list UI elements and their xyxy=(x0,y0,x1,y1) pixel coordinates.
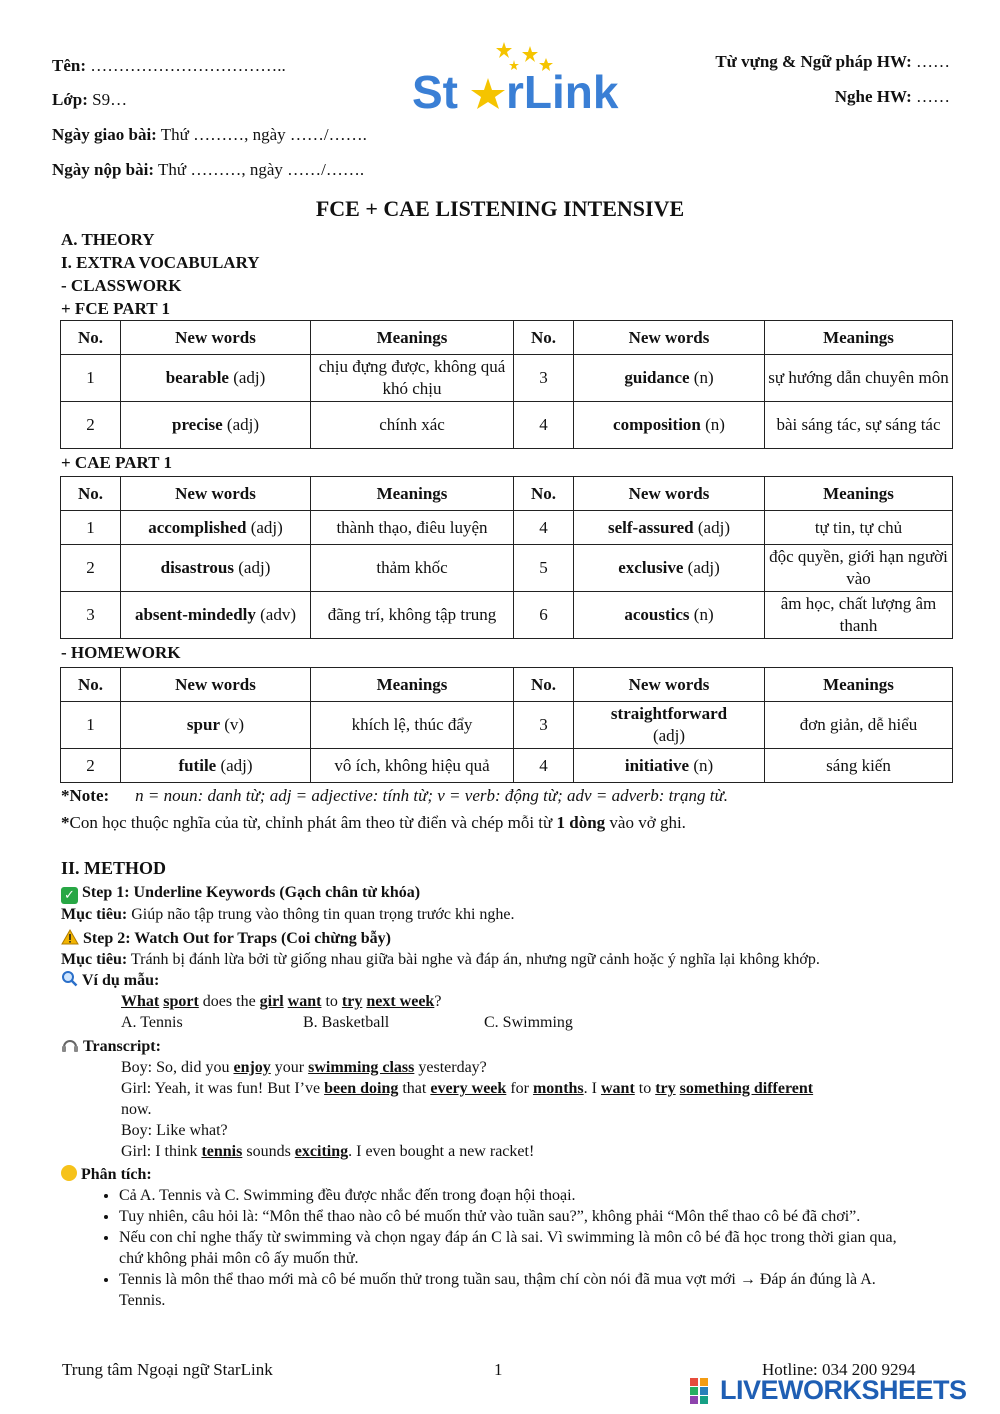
table-header-row: No. New words Meanings No. New words Meanings xyxy=(61,477,953,511)
section-method: II. METHOD xyxy=(61,858,167,878)
list-item: • Tuy nhiên, câu hỏi là: “Môn thể thao nào cô bé muốn thử vào tuần sau?”, không phải “Môn thể thao cô bé đã chơi”. xyxy=(119,1206,919,1227)
homework-vocab-table xyxy=(60,667,953,783)
method-block xyxy=(61,882,961,1311)
fce-vocab-table xyxy=(60,320,953,449)
cae-vocab-table xyxy=(60,476,953,639)
table-row: 3 absent-mindedly (adv) đãng trí, không tập trung 6 acoustics (n) âm học, chất lượng âm thanh xyxy=(61,592,953,639)
note-instruction: *Con học thuộc nghĩa của từ, chỉnh phát âm theo từ điển và chép mỗi từ 1 dòng vào vở ghi. xyxy=(61,813,686,832)
headphones-icon xyxy=(61,1037,79,1053)
svg-text:St: St xyxy=(412,66,458,116)
step1-goal: Mục tiêu: Giúp não tập trung vào thông tin quan trọng trước khi nghe. xyxy=(61,906,515,923)
table-row: 2 futile (adj) vô ích, không hiệu quả 4 initiative (n) sáng kiến xyxy=(61,749,953,783)
option-c: C. Swimming xyxy=(484,1014,573,1031)
step2-heading: Step 2: Watch Out for Traps (Coi chừng bẫy) xyxy=(61,928,961,949)
table-row: 2 disastrous (adj) thảm khốc 5 exclusive (adj) độc quyền, giới hạn người vào xyxy=(61,545,953,592)
table-header-row: No. New words Meanings No. New words Meanings xyxy=(61,321,953,355)
liveworksheets-logo-icon xyxy=(690,1378,718,1404)
section-homework: - HOMEWORK xyxy=(61,643,181,662)
vocab-hw-line: Từ vựng & Ngữ pháp HW: …… xyxy=(715,52,950,71)
transcript-heading: Transcript: xyxy=(61,1036,961,1057)
section-extra-vocab: I. EXTRA VOCABULARY xyxy=(61,253,260,272)
class-line: Lớp: S9… xyxy=(52,90,128,109)
step1-heading: ✓ Step 1: Underline Keywords (Gạch chân từ khóa) xyxy=(61,882,961,904)
example-question: What sport does the girl want to try next week? xyxy=(121,993,442,1010)
list-item: • Nếu con chỉ nghe thấy từ swimming và chọn ngay đáp án C là sai. Vì swimming là môn cô bé đã học trong thời gian qua, chứ không phải môn cô ấy muốn thử. xyxy=(119,1227,919,1269)
list-item: • Tennis là môn thể thao mới mà cô bé muốn thử trong tuần sau, thậm chí còn nói đã mua vợt mới → Đáp án đúng là A. Tennis. xyxy=(119,1269,919,1311)
table-header-row: No. New words Meanings No. New words Meanings xyxy=(61,668,953,702)
yellow-circle-icon xyxy=(61,1165,77,1181)
footer-page-number: 1 xyxy=(494,1360,503,1379)
transcript-line-3: Boy: Like what? xyxy=(121,1122,228,1139)
option-a: A. Tennis xyxy=(121,1014,183,1031)
table-row: 1 spur (v) khích lệ, thúc đẩy 3 straightforward (adj) đơn giản, dễ hiểu xyxy=(61,702,953,749)
warning-icon xyxy=(61,929,79,945)
table-row: 2 precise (adj) chính xác 4 composition (n) bài sáng tác, sự sáng tác xyxy=(61,402,953,449)
section-cae-part1: + CAE PART 1 xyxy=(61,453,172,472)
footer-center-name: Trung tâm Ngoại ngữ StarLink xyxy=(62,1360,273,1379)
submit-date-line: Ngày nộp bài: Thứ ………, ngày ……/……. xyxy=(52,160,365,179)
section-classwork: - CLASSWORK xyxy=(61,276,182,295)
starlink-logo xyxy=(408,38,640,116)
table-row: 1 bearable (adj) chịu đựng được, không quá khó chịu 3 guidance (n) sự hướng dẫn chuyên môn xyxy=(61,355,953,402)
transcript-line-2: Girl: Yeah, it was fun! But I’ve been doing that every week for months. I want to try something different now. xyxy=(121,1080,814,1118)
analysis-heading: Phân tích: xyxy=(61,1164,961,1185)
magnifier-icon xyxy=(61,970,78,987)
table-row: 1 accomplished (adj) thành thạo, điêu luyện 4 self-assured (adj) tự tin, tự chủ xyxy=(61,511,953,545)
section-fce-part1: + FCE PART 1 xyxy=(61,299,171,318)
option-b: B. Basketball xyxy=(303,1014,390,1031)
list-item: • Cả A. Tennis và C. Swimming đều được nhắc đến trong đoạn hội thoại. xyxy=(119,1185,919,1206)
analysis-list xyxy=(61,1185,919,1311)
transcript-line-1: Boy: So, did you enjoy your swimming class yesterday? xyxy=(121,1059,487,1076)
example-options xyxy=(61,1012,961,1033)
listen-hw-line: Nghe HW: …… xyxy=(834,87,950,106)
footer-hotline: Hotline: 034 200 9294 xyxy=(762,1360,916,1379)
svg-text:rLink: rLink xyxy=(506,66,619,116)
page-title: FCE + CAE LISTENING INTENSIVE xyxy=(315,196,685,221)
example-heading: Ví dụ mẫu: xyxy=(61,970,961,991)
name-line: Tên: …………………………….. xyxy=(52,56,286,75)
section-theory: A. THEORY xyxy=(61,230,155,249)
assign-date-line: Ngày giao bài: Thứ ………, ngày ……/……. xyxy=(52,125,367,144)
check-icon: ✓ xyxy=(61,887,78,904)
transcript-line-4: Girl: I think tennis sounds exciting. I even bought a new racket! xyxy=(121,1143,535,1160)
step2-goal: Mục tiêu: Tránh bị đánh lừa bởi từ giống nhau giữa bài nghe và đáp án, nhưng ngữ cảnh hoặc ý nghĩa lại không khớp. xyxy=(61,951,820,968)
note-line: *Note: n = noun: danh từ; adj = adjective: tính từ; v = verb: động từ; adv = adverb: trạng từ. xyxy=(61,786,729,805)
liveworksheets-watermark: LIVEWORKSHEETS xyxy=(690,1375,967,1406)
